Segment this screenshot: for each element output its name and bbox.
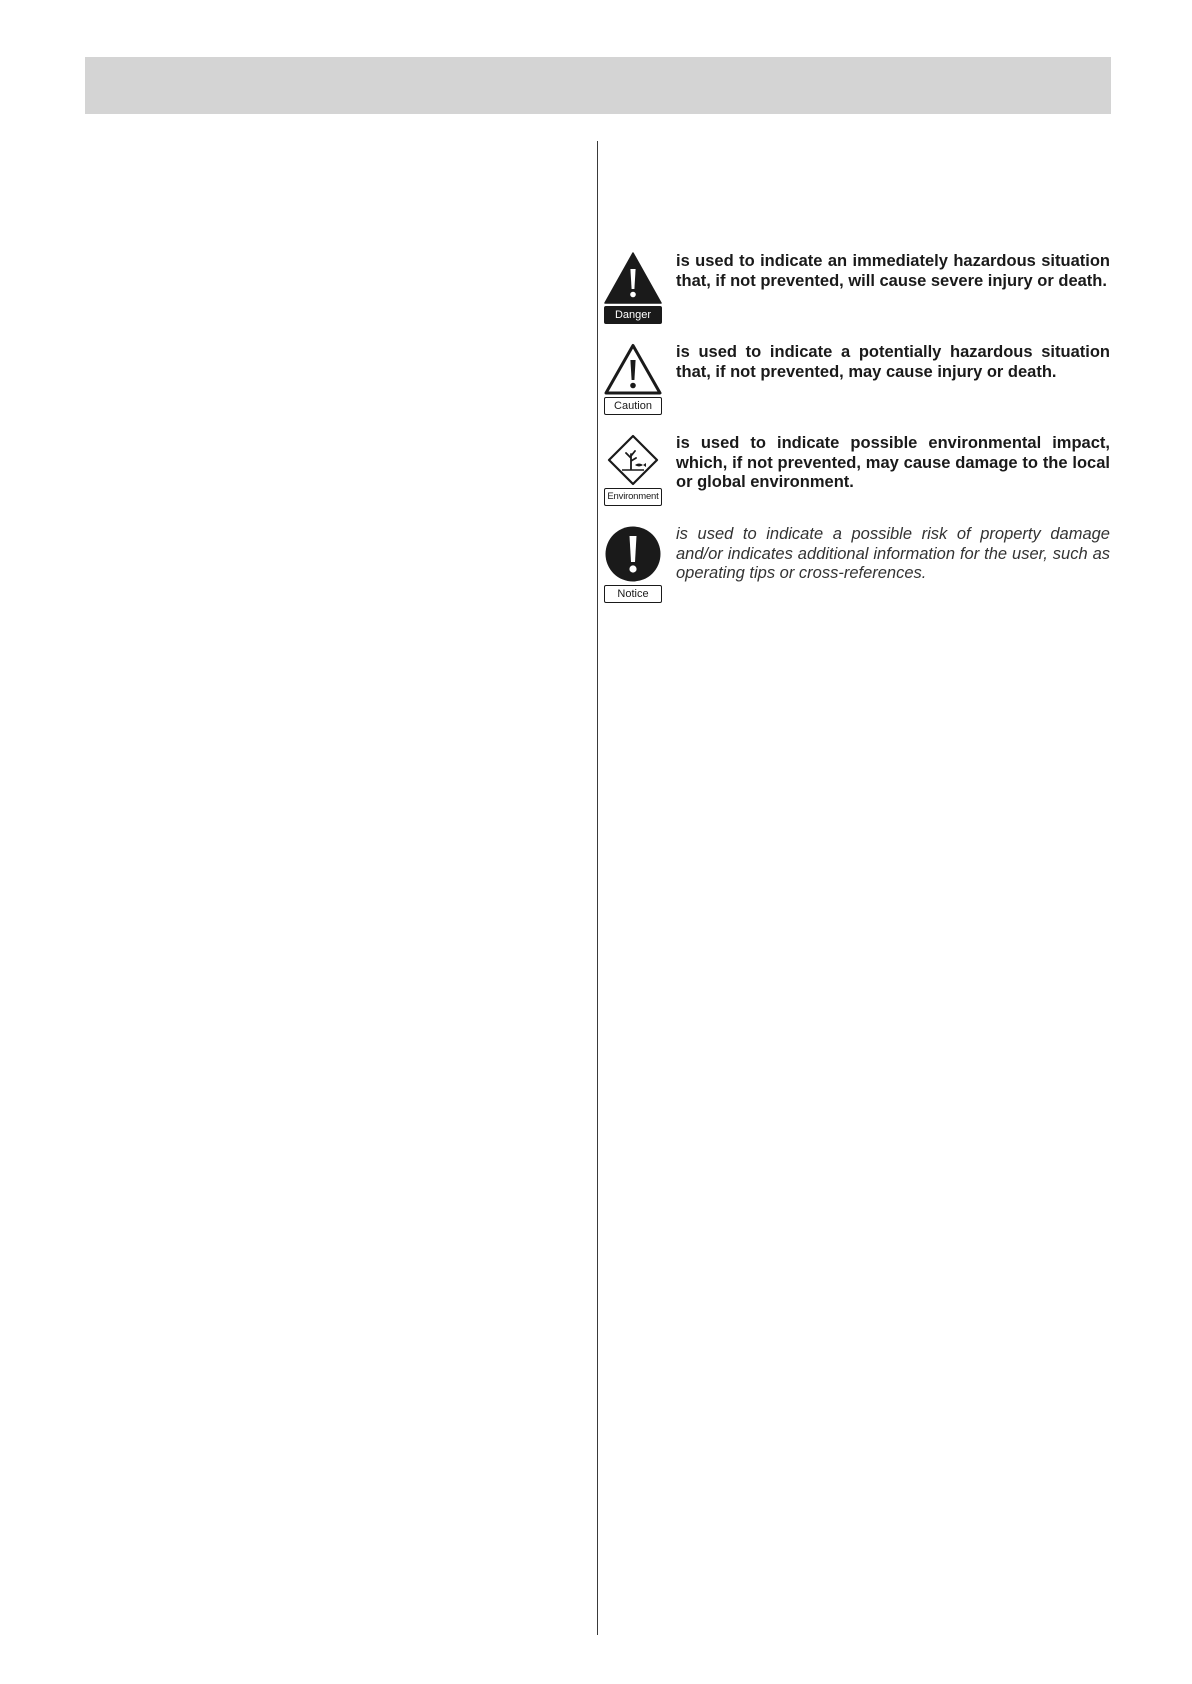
environment-label: Environment	[604, 488, 662, 506]
danger-warning-triangle-icon	[604, 252, 662, 304]
danger-description: is used to indicate an immediately hazardous situation that, if not prevented, will cause severe injury or death.	[676, 252, 1110, 290]
danger-symbol	[604, 252, 662, 324]
column-divider	[597, 141, 598, 1635]
notice-label: Notice	[604, 585, 662, 603]
environment-description: is used to indicate possible environmental impact, which, if not prevented, may cause damage to the local or global environment.	[676, 434, 1110, 491]
notice-description: is used to indicate a possible risk of property damage and/or indicates additional information for the user, such as operating tips or cross-references.	[676, 525, 1110, 582]
environment-symbol	[604, 434, 662, 506]
danger-label: Danger	[604, 306, 662, 324]
header-band	[85, 57, 1111, 114]
environment-hazard-icon	[604, 434, 662, 486]
caution-description: is used to indicate a potentially hazardous situation that, if not prevented, may cause injury or death.	[676, 343, 1110, 381]
caution-warning-triangle-icon	[604, 343, 662, 395]
caution-label: Caution	[604, 397, 662, 415]
notice-symbol	[604, 525, 662, 603]
caution-symbol	[604, 343, 662, 415]
notice-exclamation-circle-icon	[604, 525, 662, 583]
